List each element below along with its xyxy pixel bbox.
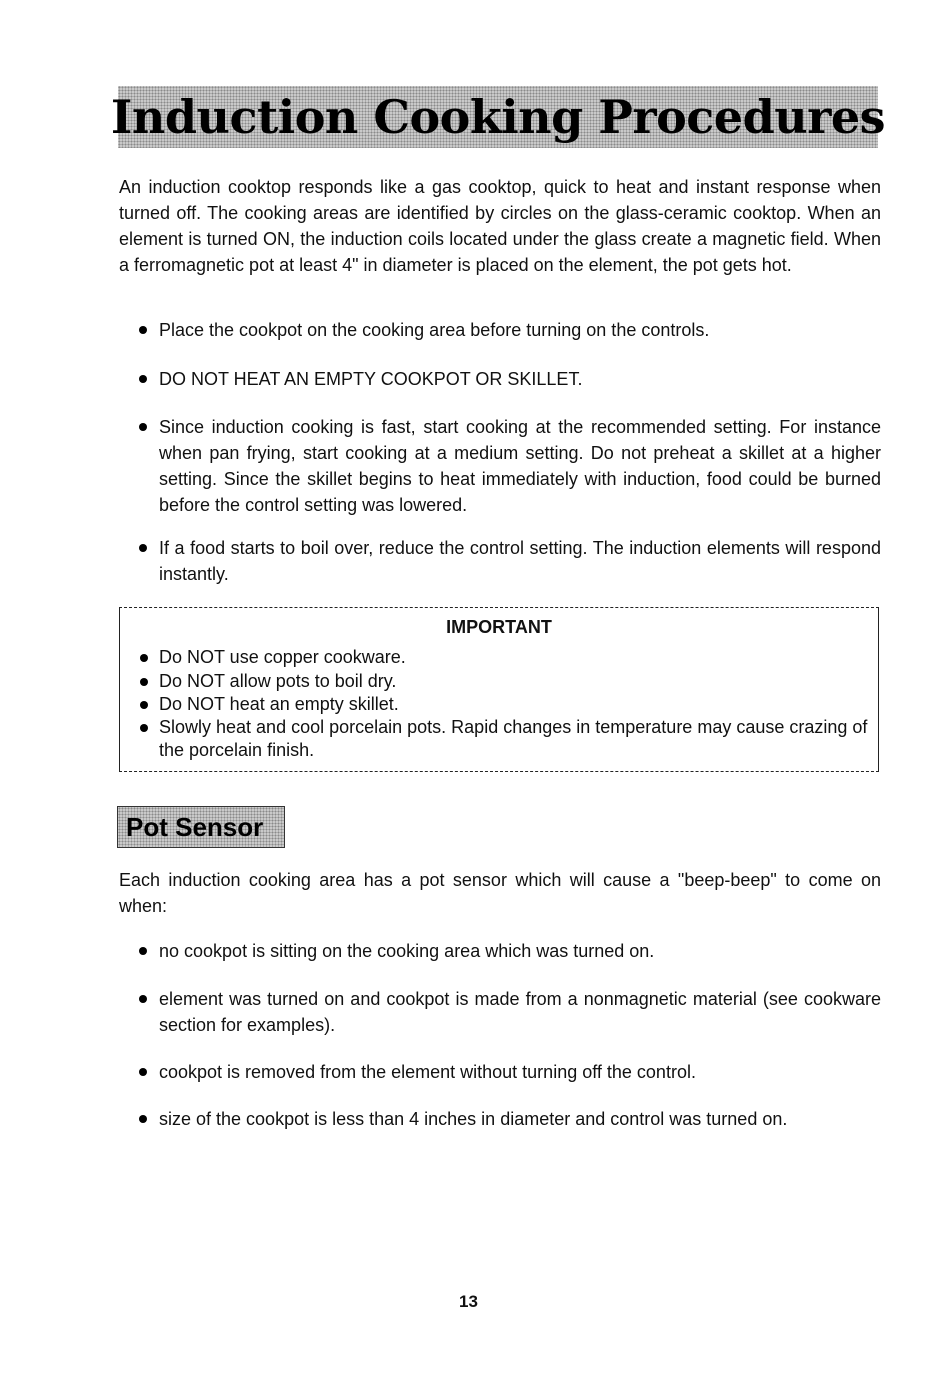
page-number: 13 [459,1292,478,1311]
list-item: element was turned on and cookpot is made from a nonmagnetic material (see cookware section for examples). [139,986,881,1038]
page-title: Induction Cooking Procedures [110,90,886,144]
important-item: Do NOT allow pots to boil dry. [140,670,876,693]
list-item: size of the cookpot is less than 4 inches in diameter and control was turned on. [139,1106,881,1132]
list-item: If a food starts to boil over, reduce the control setting. The induction elements will respond instantly. [139,535,881,587]
pot-sensor-banner [117,806,285,848]
important-item: Slowly heat and cool porcelain pots. Rapid changes in temperature may cause crazing of the porcelain finish. [140,716,876,762]
important-box [119,607,879,772]
list-item: no cookpot is sitting on the cooking area which was turned on. [139,938,881,964]
pot-sensor-intro: Each induction cooking area has a pot sensor which will cause a "beep-beep" to come on when: [119,870,881,916]
section-heading: Pot Sensor [126,811,264,842]
important-item: Do NOT use copper cookware. [140,646,876,669]
list-item: Place the cookpot on the cooking area before turning on the controls. [139,317,881,343]
title-banner [110,86,886,148]
list-item: DO NOT HEAT AN EMPTY COOKPOT OR SKILLET. [139,366,881,392]
list-item: cookpot is removed from the element without turning off the control. [139,1059,881,1085]
intro-paragraph: An induction cooktop responds like a gas cooktop, quick to heat and instant response when turned off. The cooking areas are identified by circles on the glass-ceramic cooktop. When an element is turned ON, the induction coils located under the glass create a magnetic field. When a ferromagnetic pot at least 4" in diameter is placed on the element, the pot gets hot. [119,177,881,275]
important-item: Do NOT heat an empty skillet. [140,693,876,716]
list-item: Since induction cooking is fast, start cooking at the recommended setting. For instance when pan frying, start cooking at a medium setting. Do not preheat a skillet at a higher setting. Since the skillet begins to heat immediately with induction, food could be burned before the control setting was lowered. [139,414,881,518]
important-heading: IMPORTANT [446,617,552,637]
